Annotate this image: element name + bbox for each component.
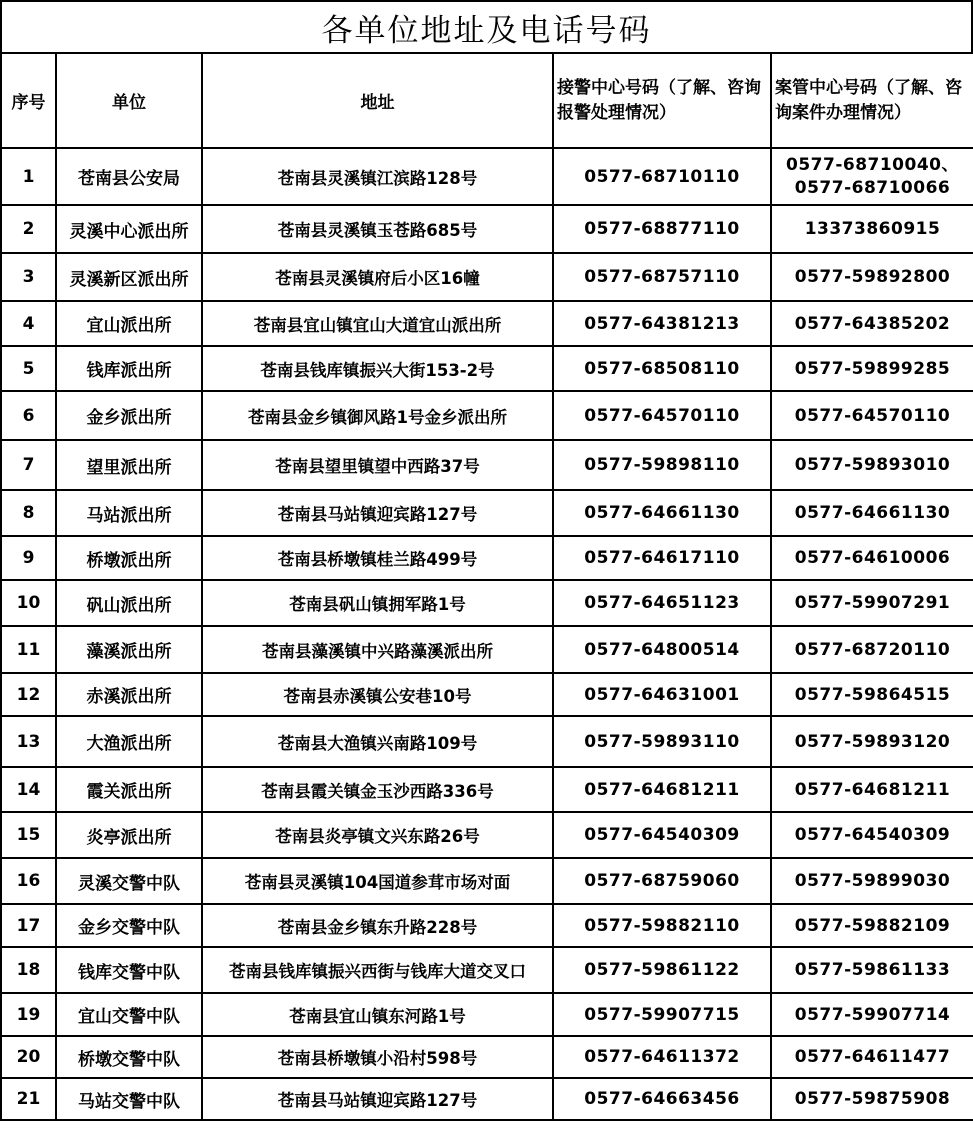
row-alarm-number: 0577-64663456 [553, 1078, 771, 1120]
row-case-number: 0577-59882109 [771, 904, 973, 947]
table-row [1, 858, 973, 904]
table-body [1, 148, 973, 1120]
table-row [1, 440, 973, 490]
row-address: 苍南县矾山镇拥军路1号 [202, 580, 553, 626]
row-index: 9 [1, 536, 56, 580]
row-address: 苍南县炎亭镇文兴东路26号 [202, 812, 553, 858]
table-row [1, 904, 973, 947]
header-index: 序号 [1, 53, 56, 148]
row-case-number: 0577-59864515 [771, 673, 973, 716]
row-index: 13 [1, 716, 56, 767]
row-address: 苍南县金乡镇东升路228号 [202, 904, 553, 947]
row-alarm-number: 0577-59893110 [553, 716, 771, 767]
row-alarm-number: 0577-64651123 [553, 580, 771, 626]
row-index: 5 [1, 346, 56, 391]
row-alarm-number: 0577-68759060 [553, 858, 771, 904]
row-case-number: 0577-59893010 [771, 440, 973, 490]
row-address: 苍南县赤溪镇公安巷10号 [202, 673, 553, 716]
row-index: 3 [1, 253, 56, 301]
row-case-number: 0577-59907291 [771, 580, 973, 626]
row-alarm-number: 0577-68508110 [553, 346, 771, 391]
table-row [1, 205, 973, 253]
row-address: 苍南县灵溪镇104国道参茸市场对面 [202, 858, 553, 904]
row-case-number: 0577-64570110 [771, 391, 973, 440]
row-alarm-number: 0577-59861122 [553, 947, 771, 993]
row-index: 1 [1, 148, 56, 205]
row-unit: 苍南县公安局 [56, 148, 202, 205]
row-index: 20 [1, 1036, 56, 1078]
table-row [1, 391, 973, 440]
row-index: 8 [1, 490, 56, 536]
row-index: 12 [1, 673, 56, 716]
row-alarm-number: 0577-64570110 [553, 391, 771, 440]
table-row [1, 673, 973, 716]
header-alarm-center: 接警中心号码（了解、咨询报警处理情况） [553, 53, 771, 148]
row-unit: 矾山派出所 [56, 580, 202, 626]
row-unit: 赤溪派出所 [56, 673, 202, 716]
row-unit: 宜山派出所 [56, 301, 202, 346]
row-index: 6 [1, 391, 56, 440]
row-case-number: 0577-59892800 [771, 253, 973, 301]
row-case-number: 0577-59899285 [771, 346, 973, 391]
page-title: 各单位地址及电话号码 [0, 0, 973, 52]
row-unit: 钱库派出所 [56, 346, 202, 391]
row-unit: 藻溪派出所 [56, 626, 202, 673]
row-index: 18 [1, 947, 56, 993]
table-row [1, 536, 973, 580]
row-address: 苍南县望里镇望中西路37号 [202, 440, 553, 490]
table-row [1, 301, 973, 346]
row-index: 7 [1, 440, 56, 490]
row-unit: 桥墩交警中队 [56, 1036, 202, 1078]
row-case-number: 0577-64661130 [771, 490, 973, 536]
table-row [1, 812, 973, 858]
row-index: 21 [1, 1078, 56, 1120]
row-case-number: 0577-59899030 [771, 858, 973, 904]
row-address: 苍南县藻溪镇中兴路藻溪派出所 [202, 626, 553, 673]
table-row [1, 490, 973, 536]
table-row [1, 1078, 973, 1120]
row-unit: 金乡派出所 [56, 391, 202, 440]
row-index: 10 [1, 580, 56, 626]
row-index: 17 [1, 904, 56, 947]
row-index: 14 [1, 767, 56, 812]
row-unit: 宜山交警中队 [56, 993, 202, 1036]
header-address: 地址 [202, 53, 553, 148]
row-case-number: 0577-64681211 [771, 767, 973, 812]
table-row [1, 580, 973, 626]
row-index: 11 [1, 626, 56, 673]
row-address: 苍南县桥墩镇小沿村598号 [202, 1036, 553, 1078]
row-case-number: 0577-68710040、0577-68710066 [771, 148, 973, 205]
row-address: 苍南县灵溪镇玉苍路685号 [202, 205, 553, 253]
row-unit: 灵溪交警中队 [56, 858, 202, 904]
row-case-number: 0577-64540309 [771, 812, 973, 858]
table-row [1, 626, 973, 673]
row-alarm-number: 0577-64611372 [553, 1036, 771, 1078]
row-address: 苍南县霞关镇金玉沙西路336号 [202, 767, 553, 812]
row-alarm-number: 0577-64540309 [553, 812, 771, 858]
row-unit: 桥墩派出所 [56, 536, 202, 580]
row-case-number: 0577-64611477 [771, 1036, 973, 1078]
row-case-number: 0577-68720110 [771, 626, 973, 673]
row-case-number: 0577-59861133 [771, 947, 973, 993]
row-unit: 灵溪中心派出所 [56, 205, 202, 253]
row-unit: 霞关派出所 [56, 767, 202, 812]
table-row [1, 346, 973, 391]
row-alarm-number: 0577-64381213 [553, 301, 771, 346]
row-alarm-number: 0577-64681211 [553, 767, 771, 812]
row-index: 15 [1, 812, 56, 858]
row-index: 16 [1, 858, 56, 904]
row-case-number: 0577-59907714 [771, 993, 973, 1036]
header-unit: 单位 [56, 53, 202, 148]
row-unit: 大渔派出所 [56, 716, 202, 767]
row-case-number: 0577-64610006 [771, 536, 973, 580]
row-unit: 望里派出所 [56, 440, 202, 490]
row-alarm-number: 0577-68710110 [553, 148, 771, 205]
row-address: 苍南县大渔镇兴南路109号 [202, 716, 553, 767]
row-address: 苍南县钱库镇振兴西街与钱库大道交叉口 [202, 947, 553, 993]
header-row [1, 53, 973, 148]
row-unit: 钱库交警中队 [56, 947, 202, 993]
row-unit: 金乡交警中队 [56, 904, 202, 947]
row-address: 苍南县灵溪镇江滨路128号 [202, 148, 553, 205]
row-address: 苍南县马站镇迎宾路127号 [202, 490, 553, 536]
row-unit: 炎亭派出所 [56, 812, 202, 858]
row-alarm-number: 0577-64617110 [553, 536, 771, 580]
row-unit: 马站交警中队 [56, 1078, 202, 1120]
row-unit: 灵溪新区派出所 [56, 253, 202, 301]
table-row [1, 947, 973, 993]
row-address: 苍南县金乡镇御风路1号金乡派出所 [202, 391, 553, 440]
table-row [1, 253, 973, 301]
row-case-number: 13373860915 [771, 205, 973, 253]
row-case-number: 0577-59875908 [771, 1078, 973, 1120]
row-case-number: 0577-59893120 [771, 716, 973, 767]
row-address: 苍南县桥墩镇桂兰路499号 [202, 536, 553, 580]
table-row [1, 767, 973, 812]
contact-table [0, 52, 973, 1121]
row-address: 苍南县宜山镇东河路1号 [202, 993, 553, 1036]
row-alarm-number: 0577-64631001 [553, 673, 771, 716]
row-alarm-number: 0577-59882110 [553, 904, 771, 947]
row-unit: 马站派出所 [56, 490, 202, 536]
row-index: 4 [1, 301, 56, 346]
row-address: 苍南县宜山镇宜山大道宜山派出所 [202, 301, 553, 346]
row-address: 苍南县灵溪镇府后小区16幢 [202, 253, 553, 301]
row-alarm-number: 0577-59898110 [553, 440, 771, 490]
row-alarm-number: 0577-68757110 [553, 253, 771, 301]
row-alarm-number: 0577-59907715 [553, 993, 771, 1036]
row-case-number: 0577-64385202 [771, 301, 973, 346]
row-index: 19 [1, 993, 56, 1036]
row-alarm-number: 0577-68877110 [553, 205, 771, 253]
table-row [1, 993, 973, 1036]
row-address: 苍南县钱库镇振兴大街153-2号 [202, 346, 553, 391]
header-case-center: 案管中心号码（了解、咨询案件办理情况） [771, 53, 973, 148]
row-index: 2 [1, 205, 56, 253]
table-row [1, 148, 973, 205]
row-address: 苍南县马站镇迎宾路127号 [202, 1078, 553, 1120]
table-row [1, 1036, 973, 1078]
table-row [1, 716, 973, 767]
row-alarm-number: 0577-64661130 [553, 490, 771, 536]
row-alarm-number: 0577-64800514 [553, 626, 771, 673]
